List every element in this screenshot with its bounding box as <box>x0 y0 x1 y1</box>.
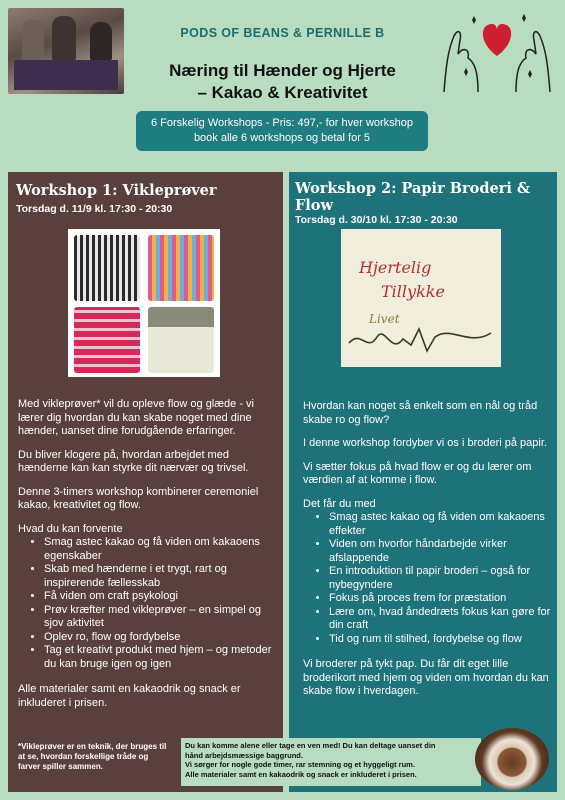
workshop-2-title-line-2: Flow <box>295 197 333 214</box>
weaving-sample <box>148 307 214 373</box>
list-item: • Viden om hvorfor håndarbejde virker afslappende <box>329 538 553 565</box>
info-line: Vi sørger for nogle gode timer, rar stemning og et hyggeligt rum. <box>185 760 415 769</box>
list-item: • Prøv kræfter med vikleprøver – en simpel og sjov aktivitet <box>44 604 280 631</box>
expect-list <box>18 536 280 671</box>
list-item: • Fokus på proces frem for præstation <box>329 592 553 606</box>
workshop-2-date: Torsdag d. 30/10 kl. 17:30 - 20:30 <box>295 214 458 226</box>
weaving-sample <box>74 235 140 301</box>
list-item: • En introduktion til papir broderi – også for nybegyndere <box>329 565 553 592</box>
expect-heading: Hvad du kan forvente <box>18 522 123 535</box>
cacao-cup-image <box>475 728 549 790</box>
workshop-2-paragraph: Vi sætter fokus på hvad flow er og du lærer om værdien af at komme i flow. <box>303 460 532 486</box>
embroidered-card-image <box>341 229 501 367</box>
list-item: • Skab med hænderne i et trygt, rart og inspirerende fællesskab <box>44 563 280 590</box>
banner-line-2: book alle 6 workshops og betal for 5 <box>193 132 371 144</box>
get-heading: Det får du med <box>303 497 376 510</box>
info-box <box>181 738 481 786</box>
workshop-2-title-line-1: Workshop 2: Papir Broderi & <box>295 180 530 197</box>
list-item: • Lære om, hvad åndedræts fokus kan gøre for din craft <box>329 606 553 633</box>
workshop-2-paragraph: I denne workshop fordyber vi os i broderi på papir. <box>303 437 547 449</box>
list-item: • Tag et kreativt produkt med hjem – og metoder du kan bruge igen og igen <box>44 644 280 671</box>
info-line: Alle materialer samt en kakaodrik og snack er inkluderet i prisen. <box>185 769 417 779</box>
list-item: • Smag astec kakao og få viden om kakaoens egenskaber <box>44 536 280 563</box>
list-item: • Få viden om craft psykologi <box>44 590 280 604</box>
hands-heart-icon <box>438 6 556 94</box>
weaving-sample <box>148 235 214 301</box>
title-line-1: Næring til Hænder og Hjerte <box>169 61 396 80</box>
workshop-1-intro: Med vikleprøver* vil du opleve flow og glæde - vi lærer dig hvordan du kan skabe noget med dine hænder, uanset dine forudgående erfaringer. <box>18 398 254 437</box>
card-text: Tillykke <box>381 282 445 301</box>
workshop-1-paragraph: Du bliver klogere på, hvordan arbejdet med hænderne kan kan styrke dit nærvær og trivsel. <box>18 448 249 474</box>
weaving-sample <box>74 307 140 373</box>
workshop-2-paragraph: Hvordan kan noget så enkelt som en nål og tråd skabe ro og flow? <box>303 400 538 426</box>
weaving-samples-image <box>68 229 220 377</box>
workshop-1-paragraph: Denne 3-timers workshop kombinerer ceremoniel kakao, kreativitet og flow. <box>18 485 259 511</box>
workshop-2-closing: Vi broderer på tykt pap. Du får dit eget lille broderikort med hjem og viden om hvordan du kan skabe flow i hverdagen. <box>303 658 549 697</box>
card-text: Hjertelig <box>359 258 432 277</box>
workshop-2-title <box>295 180 530 214</box>
workshop-1-closing: Alle materialer samt en kakaodrik og snack er inkluderet i prisen. <box>18 683 241 709</box>
workshop-1-body <box>18 398 280 720</box>
workshop-1-title: Workshop 1: Vikleprøver <box>16 182 217 199</box>
list-item: • Oplev ro, flow og fordybelse <box>44 631 280 645</box>
workshop-1-date: Torsdag d. 11/9 kl. 17:30 - 20:30 <box>16 203 173 215</box>
footnote: *Vikleprøver er en teknik, der bruges til at se, hvordan forskellige tråde og farver spiller sammen. <box>18 742 167 771</box>
card-text: Livet <box>369 312 400 326</box>
list-item: • Tid og rum til stilhed, fordybelse og flow <box>329 633 553 647</box>
header <box>0 0 565 165</box>
embroidered-card-drawing <box>341 229 501 367</box>
info-line: hånd arbejdsmæssige baggrund. <box>185 750 303 760</box>
banner-line-1: 6 Forskelig Workshops - Pris: 497,- for hver workshop <box>150 117 414 129</box>
list-item: • Smag astec kakao og få viden om kakaoens effekter <box>329 511 553 538</box>
price-banner <box>136 111 428 151</box>
workshop-2-body <box>303 400 553 709</box>
title-line-2: – Kakao & Kreativitet <box>197 83 368 102</box>
get-list <box>303 511 553 646</box>
info-line: Du kan komme alene eller tage en ven med! Du kan deltage uanset din <box>185 741 436 750</box>
organizer-name: PODS OF BEANS & PERNILLE B <box>180 26 385 40</box>
workshop-1-panel <box>8 172 283 792</box>
workshop-2-panel <box>289 172 557 792</box>
